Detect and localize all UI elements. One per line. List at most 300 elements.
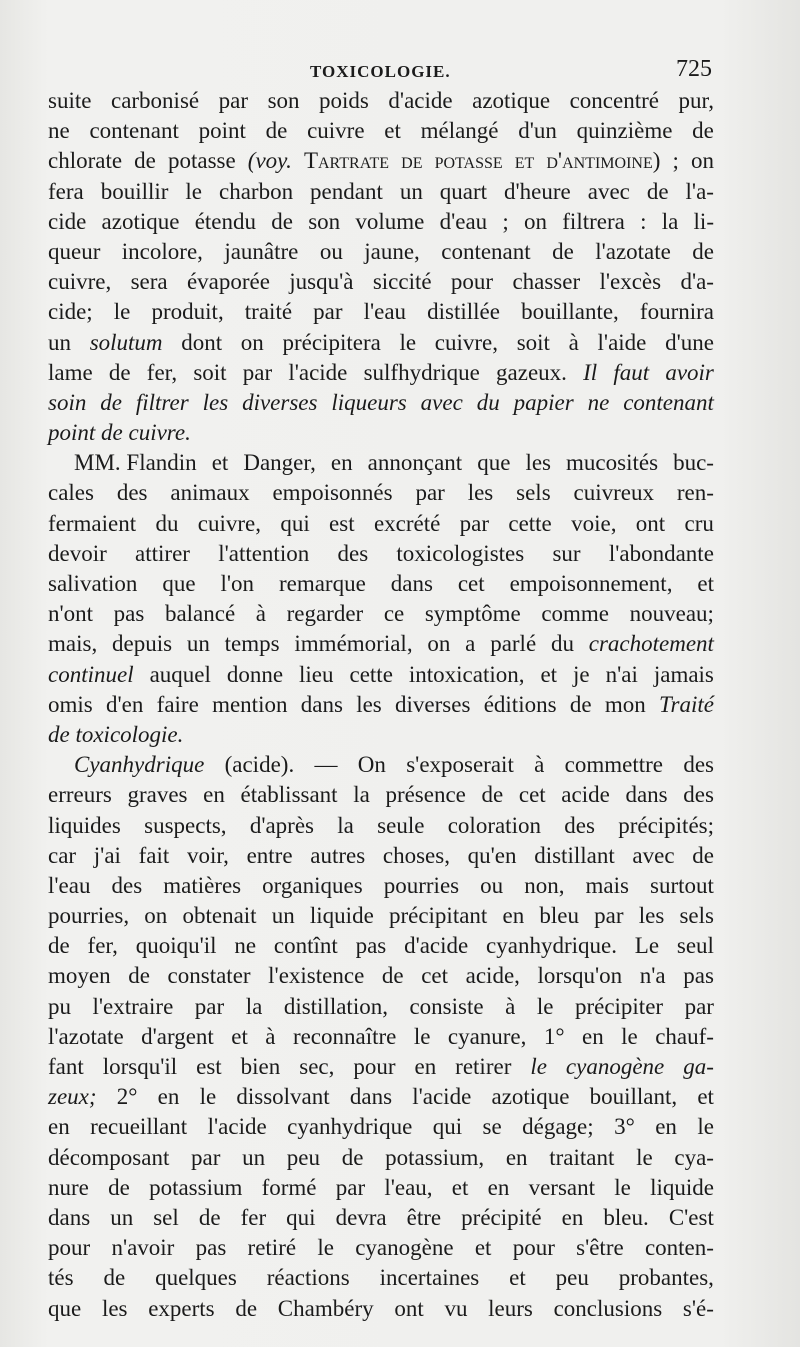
word: conten-: [644, 1235, 714, 1261]
word: li-: [693, 208, 714, 234]
word: seul: [676, 933, 714, 959]
word: de: [128, 963, 150, 989]
word: queur: [48, 238, 101, 264]
text-line: [48, 478, 714, 508]
text-line: [48, 539, 714, 569]
text-line: [48, 328, 714, 358]
word: siccité: [372, 269, 432, 295]
word: dégage;: [522, 1114, 594, 1140]
word: la: [353, 782, 370, 808]
word: cuivre,: [197, 510, 261, 536]
word: se: [482, 1114, 502, 1140]
word: immémorial,: [294, 631, 413, 657]
word: cette: [508, 510, 552, 536]
word: des: [683, 782, 714, 808]
word: décomposant: [48, 1144, 170, 1170]
word: de: [235, 1295, 258, 1321]
word: nure: [48, 1174, 89, 1200]
word: cyanogène: [355, 1235, 454, 1261]
word: ren-: [676, 480, 714, 506]
word: conclusions: [553, 1295, 663, 1321]
word: le: [399, 329, 417, 355]
word: la: [337, 812, 354, 838]
word: poids: [319, 88, 369, 113]
word: s'exposerait: [406, 752, 514, 778]
text-line: [48, 388, 714, 418]
word: de: [100, 389, 122, 415]
word: la: [661, 208, 679, 234]
word: ne: [48, 118, 70, 144]
word: moyen: [48, 963, 111, 989]
word: erreurs: [48, 782, 112, 808]
word: le: [621, 1023, 638, 1049]
word: l'eau: [48, 872, 91, 898]
word: l'extraire: [92, 993, 174, 1019]
word: tés: [48, 1265, 74, 1291]
word: précipité: [461, 1204, 542, 1230]
word: et: [697, 1084, 714, 1110]
word: un: [399, 178, 423, 204]
word: à: [505, 993, 516, 1019]
word: buc-: [673, 450, 714, 476]
word: l'a-: [685, 178, 714, 204]
word: que: [162, 571, 196, 596]
word: quinzième: [576, 118, 673, 144]
word: quelques: [155, 1265, 237, 1291]
word: versant: [528, 1174, 595, 1200]
word: et: [384, 118, 401, 144]
word: pas: [355, 933, 387, 959]
word: empoisonnés: [272, 480, 393, 506]
word: des: [337, 540, 369, 566]
word: le: [530, 1054, 547, 1079]
word: réactions: [266, 1265, 350, 1291]
word: précipitera: [282, 329, 381, 355]
word: ne: [234, 933, 257, 959]
word: jamais: [653, 661, 714, 687]
word: bouillante,: [521, 299, 619, 325]
word: soin: [48, 389, 87, 415]
running-title: TOXICOLOGIE.: [310, 62, 451, 81]
word: Il: [583, 359, 598, 385]
word: de: [646, 178, 669, 204]
word: d'un: [518, 118, 557, 144]
word: lorsqu'il: [102, 1054, 178, 1079]
word: et: [540, 661, 558, 687]
word: le: [185, 178, 203, 204]
word: filtrera: [562, 208, 625, 234]
word: l'eau,: [384, 1174, 433, 1200]
word: empoisonnement,: [509, 571, 673, 596]
word: on: [240, 329, 264, 355]
word: excrété: [373, 510, 441, 536]
word: liqueurs: [331, 389, 407, 415]
word: Tartrate: [303, 148, 390, 174]
word: jaune,: [364, 238, 420, 264]
word: entre: [246, 842, 293, 868]
text-line: [48, 660, 714, 690]
word: MM. Flandin: [74, 450, 197, 476]
word: en: [203, 782, 225, 808]
word: l'acide: [207, 1114, 267, 1140]
word: en: [502, 903, 525, 929]
word: jaunâtre: [224, 238, 299, 264]
text-line: [48, 1203, 714, 1233]
word: un: [242, 1144, 266, 1170]
word: ga-: [683, 1054, 714, 1079]
word: acide,: [465, 963, 520, 989]
word: potassium,: [385, 1144, 485, 1170]
word: les: [638, 903, 665, 929]
word: potasse: [167, 148, 236, 174]
word: pour: [353, 1054, 396, 1079]
word: de: [103, 1265, 126, 1291]
word: contenant: [89, 118, 179, 144]
word: jusqu'à: [289, 269, 354, 295]
word: solutum: [89, 329, 163, 355]
word: mais: [585, 872, 629, 898]
text-line: [48, 599, 714, 629]
word: établissant: [240, 782, 338, 808]
text-line: [48, 509, 714, 539]
word: les: [356, 691, 382, 717]
word: que: [477, 450, 511, 476]
word: pas: [195, 1235, 227, 1261]
word: intoxication,: [408, 661, 525, 687]
word: Danger,: [243, 450, 316, 476]
word: lame: [48, 359, 93, 385]
word: pour: [450, 269, 494, 295]
word: l'acide: [288, 359, 348, 385]
word: donne: [226, 661, 284, 687]
word: la: [245, 993, 263, 1019]
word: salivation: [48, 571, 138, 596]
word: pu: [48, 993, 71, 1019]
word: mélangé: [420, 118, 499, 144]
word: à: [568, 329, 579, 355]
word: car: [48, 842, 77, 868]
word: par: [594, 903, 624, 929]
word: des: [564, 812, 595, 838]
word: sec,: [299, 1054, 335, 1079]
word: cyanhydrique: [287, 1114, 413, 1140]
word: mon: [604, 691, 646, 717]
word: liquide: [309, 903, 374, 929]
word: produit,: [151, 299, 224, 325]
word: 2°: [116, 1084, 138, 1110]
word: par: [459, 510, 490, 536]
word: lorsqu'on: [537, 963, 623, 989]
text-line: [48, 629, 714, 659]
text-line: [48, 448, 714, 478]
word: distillation,: [283, 993, 388, 1019]
word: C'est: [668, 1204, 714, 1230]
word: et: [697, 571, 714, 596]
word: dans: [349, 1084, 393, 1110]
word: crachotement: [588, 631, 714, 657]
word: n'avoir: [111, 1235, 175, 1261]
word: cuivre: [307, 118, 365, 144]
word: carbonisé: [110, 88, 200, 113]
word: retiré: [247, 1235, 297, 1261]
word: son: [308, 208, 341, 234]
word: en: [655, 1114, 677, 1140]
word: cru: [684, 510, 714, 536]
word: l'azotate: [595, 238, 671, 264]
word: Traité: [659, 691, 714, 717]
word: des: [116, 480, 148, 506]
word: fer: [240, 1204, 267, 1230]
word: :: [640, 208, 647, 234]
word: précipiter: [574, 993, 664, 1019]
word: papier: [513, 389, 574, 415]
word: sels: [679, 903, 714, 929]
word: seule: [377, 812, 425, 838]
word: bien: [240, 1054, 281, 1079]
word: bouillant,: [589, 1084, 678, 1110]
text-line: [48, 177, 714, 207]
word: voie,: [571, 510, 617, 536]
word: constater: [167, 963, 251, 989]
word: avec: [587, 178, 630, 204]
text-line: [48, 1294, 714, 1324]
word: omis: [48, 691, 93, 717]
word: bleu: [539, 903, 579, 929]
word: de: [381, 963, 404, 989]
word: quart: [439, 178, 488, 204]
word: des: [683, 752, 714, 778]
text-line: [48, 1173, 714, 1203]
word: probantes,: [618, 1265, 714, 1291]
text-line: [48, 1263, 714, 1293]
text-line: [48, 750, 714, 780]
word: point: [198, 118, 246, 144]
word: ont: [394, 1295, 424, 1321]
word: fermaient: [48, 510, 137, 536]
word: traité: [244, 299, 293, 325]
word: faire: [156, 691, 199, 717]
word: cet: [421, 963, 449, 989]
word: le: [614, 1174, 631, 1200]
word: chasser: [512, 269, 581, 295]
word: de: [108, 359, 131, 385]
word: en: [505, 1144, 528, 1170]
word: incertaines: [379, 1265, 480, 1291]
word: pendant: [310, 178, 383, 204]
word: être: [406, 1204, 442, 1230]
word: diverses: [242, 389, 318, 415]
word: sel: [153, 1204, 179, 1230]
text-line: [48, 720, 714, 750]
word: diverses: [395, 691, 471, 717]
word: des: [111, 872, 143, 898]
word: peu: [286, 1144, 321, 1170]
word: l'abondante: [608, 540, 714, 566]
word: contînt: [273, 933, 338, 959]
word: 1°: [543, 1023, 565, 1049]
word: cide: [48, 208, 87, 234]
word: fant: [48, 1054, 84, 1079]
word: et: [231, 1023, 248, 1049]
word: qu'en: [467, 842, 517, 868]
word: balancé: [164, 601, 236, 627]
word: organiques: [262, 872, 363, 898]
word: de: [108, 1174, 130, 1200]
word: pas: [683, 963, 714, 989]
word: du: [155, 510, 179, 536]
word: par: [242, 359, 273, 385]
word: le: [536, 993, 554, 1019]
word: ou: [319, 238, 343, 264]
word: en: [330, 450, 353, 476]
word: s'é-: [682, 1295, 714, 1321]
word: devoir: [48, 540, 107, 566]
word: le: [636, 1144, 653, 1170]
word: cales: [48, 480, 94, 506]
word: fait: [138, 842, 170, 868]
text-line: [48, 418, 714, 448]
word: bouillir: [100, 178, 169, 204]
word: symptôme: [424, 601, 521, 627]
word: n'ai: [605, 661, 638, 687]
word: les: [202, 389, 229, 415]
word: cya-: [674, 1144, 714, 1170]
word: pour: [48, 1235, 91, 1261]
word: depuis: [112, 631, 173, 657]
text-line: [48, 1112, 714, 1142]
word: remarque: [278, 571, 366, 596]
word: par: [191, 1144, 221, 1170]
word: par: [194, 993, 225, 1019]
word: n'ont: [48, 601, 94, 627]
word: cyanure,: [447, 1023, 527, 1049]
text-line: [48, 931, 714, 961]
word: qui: [286, 1204, 316, 1230]
word: devra: [335, 1204, 387, 1230]
word: que: [48, 1295, 82, 1321]
word: incolore,: [121, 238, 203, 264]
word: filtrer: [135, 389, 189, 415]
word: dans: [625, 782, 668, 808]
word: contenant: [623, 389, 714, 415]
word: faut: [613, 359, 650, 385]
word: d'acide: [404, 933, 469, 959]
word: graves: [127, 782, 188, 808]
word: auquel: [149, 661, 211, 687]
word: en: [581, 1023, 604, 1049]
word: ;: [502, 208, 509, 234]
word: leurs: [488, 1295, 533, 1321]
word: un: [271, 903, 295, 929]
word: en: [157, 1084, 180, 1110]
word: fer,: [146, 359, 178, 385]
text-line: [48, 901, 714, 931]
word: parlé: [490, 631, 537, 657]
word: liquide: [650, 1174, 714, 1200]
word: qui: [432, 1114, 463, 1140]
word: un: [48, 329, 71, 355]
word: à: [265, 1023, 276, 1049]
word: en: [487, 1174, 510, 1200]
word: volume: [355, 208, 425, 234]
text-line: [48, 86, 714, 116]
word: de: [198, 1204, 221, 1230]
word: toxicologistes: [396, 540, 525, 566]
word: d'acide: [388, 88, 453, 113]
text-line: [48, 961, 714, 991]
word: de: [265, 118, 288, 144]
text-line: [48, 569, 714, 599]
word: pas: [113, 601, 145, 627]
word: dissolvant: [236, 1084, 330, 1110]
word: pour: [512, 1235, 555, 1261]
word: fera: [48, 178, 84, 204]
word: présence: [385, 782, 466, 808]
word: avec: [632, 842, 675, 868]
text-line: [48, 358, 714, 388]
text-line: [48, 116, 714, 146]
word: dont: [181, 329, 223, 355]
word: surtout: [650, 872, 714, 898]
word: azotique: [101, 208, 180, 234]
word: temps: [224, 631, 280, 657]
word: ce: [383, 601, 405, 627]
word: concentré: [569, 88, 659, 113]
word: formé: [261, 1174, 317, 1200]
text-line: [48, 297, 714, 327]
word: quoiqu'il: [135, 933, 217, 959]
word: ont: [635, 510, 666, 536]
word: évaporée: [186, 269, 270, 295]
word: d'après: [249, 812, 314, 838]
word: chauf-: [655, 1023, 714, 1049]
word: d'une: [665, 329, 714, 355]
word: j'ai: [93, 842, 121, 868]
word: d'heure: [504, 178, 571, 204]
word: par: [218, 88, 249, 113]
word: de toxicologie.: [48, 721, 184, 747]
word: chlorate: [48, 148, 123, 174]
word: suite: [48, 88, 92, 113]
text-line: [48, 871, 714, 901]
word: retirer: [455, 1054, 512, 1079]
word: continuel: [48, 661, 134, 687]
word: un: [186, 631, 210, 657]
word: de: [481, 782, 504, 808]
word: et: [509, 1265, 526, 1291]
word: voir,: [186, 842, 229, 868]
word: mucosités: [566, 450, 659, 476]
word: de: [134, 148, 156, 174]
word: à: [534, 752, 545, 778]
word: suspects,: [144, 812, 227, 838]
word: à: [255, 601, 266, 627]
word: du: [476, 389, 500, 415]
text-line: [48, 690, 714, 720]
text-line: [48, 811, 714, 841]
word: en: [48, 1114, 70, 1140]
word: choses,: [382, 842, 450, 868]
word: de: [48, 933, 70, 959]
word: le: [697, 1114, 714, 1140]
word: on: [690, 148, 714, 174]
word: cuivre,: [434, 329, 499, 355]
word: le: [199, 1084, 217, 1110]
word: cide;: [48, 299, 93, 325]
word: est: [329, 510, 355, 536]
word: d'antimoine): [546, 148, 661, 174]
word: l'azotate: [48, 1023, 124, 1049]
